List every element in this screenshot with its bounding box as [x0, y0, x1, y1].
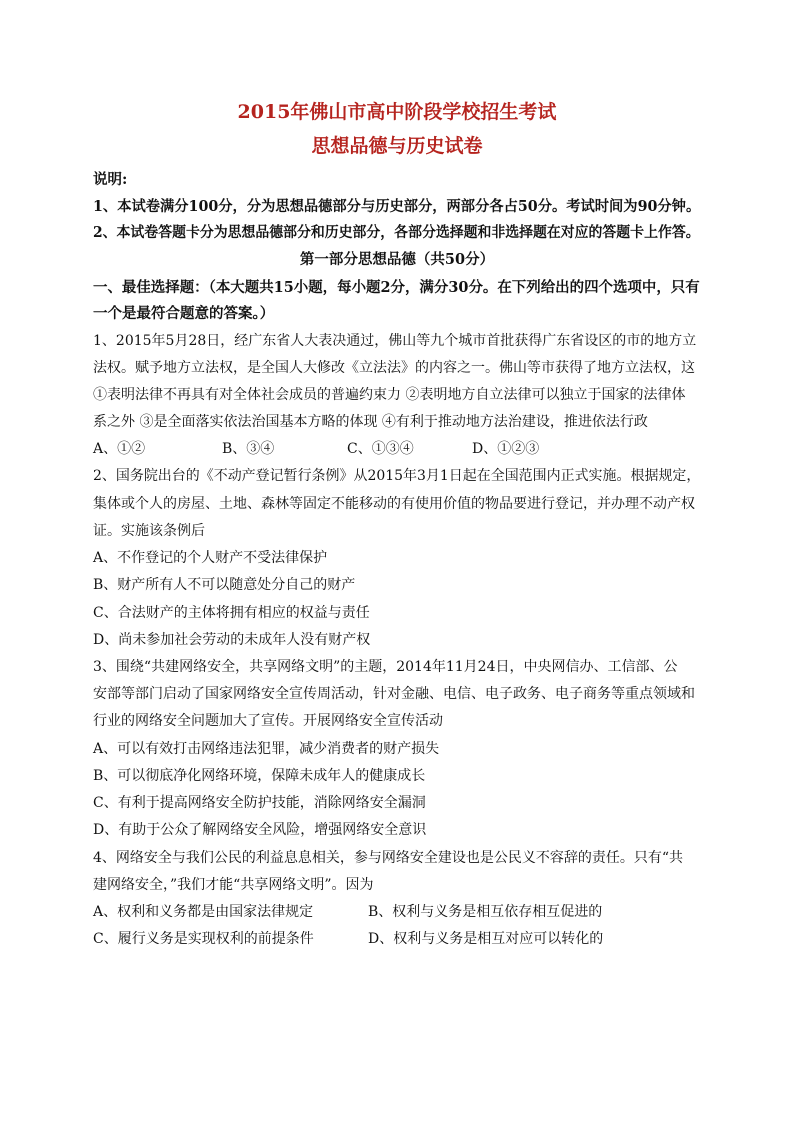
q3-line-2: 安部等部门启动了国家网络安全宣传周活动，针对金融、电信、电子政务、电子商务等重点领域和	[93, 686, 695, 702]
notes-item-1: 1、本试卷满分100分，分为思想品德部分与历史部分，两部分各占50分。考试时间为90分钟。	[93, 198, 701, 215]
q3-option-a: A、可以有效打击网络违法犯罪，减少消费者的财产损失	[93, 741, 440, 757]
q1-option-a: A、①②	[93, 441, 146, 457]
q1-line-4: 系之外 ③是全面落实依法治国基本方略的体现 ④有利于推动地方法治建设，推进依法行政	[93, 414, 648, 430]
q4-option-b: B、权利与义务是相互依存相互促进的	[368, 904, 603, 920]
section-instructions-line2: 一个是最符合题意的答案。）	[93, 305, 275, 322]
q1-line-1: 1、2015年5月28日，经广东省人大表决通过，佛山等九个城市首批获得广东省设区的市的地方立	[93, 333, 697, 349]
part1-heading: 第一部分思想品德（共50分）	[299, 251, 495, 268]
q2-option-c: C、合法财产的主体将拥有相应的权益与责任	[93, 605, 370, 621]
q2-option-a: A、不作登记的个人财产不受法律保护	[93, 550, 328, 566]
q4-line-2: 建网络安全，”我们才能“共享网络文明”。因为	[93, 877, 374, 893]
section-instructions-line1: 一、最佳选择题：（本大题共15小题，每小题2分，满分30分。在下列给出的四个选项中，只有	[93, 279, 700, 296]
notes-heading: 说明:	[93, 171, 128, 188]
q2-line-2: 集体或个人的房屋、土地、森林等固定不能移动的有使用价值的物品要进行登记，并办理不动产权	[93, 496, 695, 512]
q2-line-3: 证。实施该条例后	[93, 523, 205, 539]
exam-title: 2015年佛山市高中阶段学校招生考试	[237, 101, 557, 123]
notes-item-2: 2、本试卷答题卡分为思想品德部分和历史部分，各部分选择题和非选择题在对应的答题卡上作答。	[93, 224, 700, 241]
q3-option-c: C、有利于提高网络安全防护技能，消除网络安全漏洞	[93, 795, 426, 811]
q3-option-b: B、可以彻底净化网络环境，保障未成年人的健康成长	[93, 768, 426, 784]
exam-subtitle: 思想品德与历史试卷	[311, 135, 483, 157]
q3-line-3: 行业的网络安全问题加大了宣传。开展网络安全宣传活动	[93, 713, 443, 729]
q4-option-a: A、权利和义务都是由国家法律规定	[93, 904, 314, 920]
q4-option-c: C、履行义务是实现权利的前提条件	[93, 931, 314, 947]
q1-option-c: C、①③④	[347, 441, 414, 457]
q2-option-b: B、财产所有人不可以随意处分自己的财产	[93, 577, 356, 593]
q1-line-3: ①表明法律不再具有对全体社会成员的普遍约束力 ②表明地方自立法律可以独立于国家的法律体	[93, 387, 686, 403]
q1-option-b: B、③④	[222, 441, 275, 457]
q2-line-1: 2、国务院出台的《不动产登记暂行条例》从2015年3月1日起在全国范围内正式实施。根据规定，	[93, 468, 701, 484]
q3-option-d: D、有助于公众了解网络安全风险，增强网络安全意识	[93, 822, 427, 838]
q1-option-d: D、①②③	[472, 441, 540, 457]
q3-line-1: 3、围绕“共建网络安全，共享网络文明”的主题，2014年11月24日，中央网信办、工信部、公	[93, 659, 678, 675]
q4-line-1: 4、网络安全与我们公民的利益息息相关，参与网络安全建设也是公民义不容辞的责任。只有“共	[93, 850, 684, 866]
q2-option-d: D、尚未参加社会劳动的未成年人没有财产权	[93, 632, 371, 648]
q1-line-2: 法权。赋予地方立法权，是全国人大修改《立法法》的内容之一。佛山等市获得了地方立法权，这	[93, 360, 695, 376]
q4-option-d: D、权利与义务是相互对应可以转化的	[368, 931, 604, 947]
